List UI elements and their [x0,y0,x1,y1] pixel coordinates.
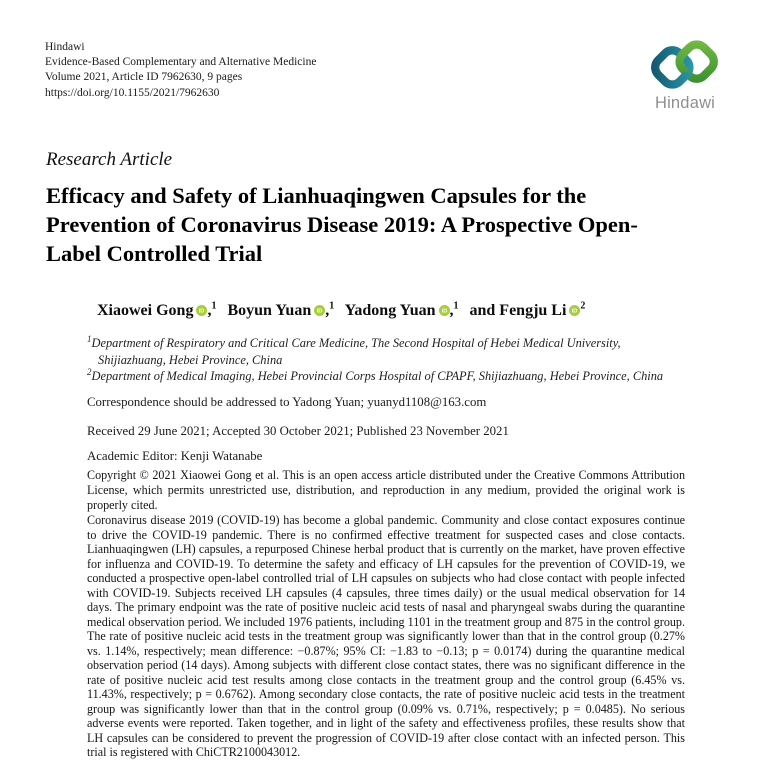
author-name: Boyun Yuan [227,302,312,319]
author-affiliation-sup: 1 [453,300,459,312]
author [470,302,586,319]
author-affiliation-sup: 2 [580,300,586,312]
orcid-icon[interactable] [196,303,207,314]
author-name: Yadong Yuan [344,302,436,319]
doi-link[interactable]: https://doi.org/10.1155/2021/7962630 [45,86,220,99]
affiliation [87,335,689,368]
affiliation-text: Department of Medical Imaging, Hebei Provincial Corps Hospital of CPAPF, Shijiazhuang, Hebei Province, China [91,369,664,383]
author-separator: , [325,302,330,319]
hindawi-wordmark: Hindawi [654,94,716,112]
publisher-name: Hindawi [45,41,85,53]
correspondence-line [87,395,486,410]
journal-name: Evidence-Based Complementary and Alternative Medicine [45,56,317,69]
orcid-icon[interactable] [569,303,580,314]
article-metadata-header [45,40,316,101]
author-prefix: and [469,302,500,319]
author [227,302,334,319]
author-separator: , [449,302,454,319]
article-title: Efficacy and Safety of Lianhuaqingwen Capsules for the Prevention of Coronavirus Disease 2019: A Prospective Open-Label Controlled Trial [46,183,638,266]
author [97,302,216,319]
volume-info: Volume 2021, Article ID 7962630, 9 pages [45,71,243,84]
affiliation [87,368,689,385]
affiliation-number: 1 [87,333,92,344]
author [345,302,459,319]
svg-text:iD: iD [199,308,205,315]
affiliations [87,335,689,385]
correspondence-text: Correspondence should be addressed to Yadong Yuan; [87,395,368,409]
article-type-label: Research Article [46,149,173,170]
hindawi-rings-icon [647,36,723,93]
orcid-icon[interactable] [314,303,325,314]
author-affiliation-sup: 1 [329,300,335,312]
affiliation-text: Department of Respiratory and Critical Care Medicine, The Second Hospital of Hebei Medical University, Shijiazhuang, Hebei Province, China [91,336,621,367]
abstract-text: Coronavirus disease 2019 (COVID-19) has become a global pandemic. Community and close contact exposures continue to drive the COVID-19 pandemic. There is no confirmed effective treatment for suspected cases and close contacts. Lianhuaqingwen (LH) capsules, a repurposed Chinese herbal product that is currently on the market, have proven effective for influenza and COVID-19. To determine the safety and efficacy of LH capsules for the prevention of COVID-19, we conducted a prospective open-label controlled trial of LH capsules on subjects who had close contact with people infected with COVID-19. Subjects received LH capsules (4 capsules, three times daily) or the usual medical observation for 14 days. The primary endpoint was the rate of positive nucleic acid tests of nasal and pharyngeal swabs during the quarantine medical observation period. We included 1976 patients, including 1101 in the treatment group and 875 in the control group. The rate of positive nucleic acid tests in the treatment group was significantly lower than that in the control group (0.27% vs. 1.14%, respectively; mean difference: −0.87%; 95% CI: −1.83 to −0.13; p = 0.0174) during the quarantine medical observation period (14 days). Among subjects with different close contact states, there was no significant difference in the rate of positive nucleic acid test results among close contacts in the treatment group and the control group (6.45% vs. 11.43%, respectively; p = 0.6762). Among secondary close contacts, the rate of positive nucleic acid tests in the treatment group was significantly lower than that in the control group (0.09% vs. 0.71%, respectively; p = 0.0485). No serious adverse events were reported. Taken together, and in light of the safety and effectiveness profiles, these results show that LH capsules can be considered to prevent the progression of COVID-19 after close contact with an infected person. This trial is registered with ChiCTR2100043012. [87,513,685,759]
author-name: Xiaowei Gong [97,302,194,319]
correspondence-email[interactable]: yuanyd1108@163.com [367,395,487,409]
copyright-notice: Copyright © 2021 Xiaowei Gong et al. This is an open access article distributed under the Creative Commons Attribution License, which permits unrestricted use, distribution, and reproduction in any medium, provided the original work is properly cited. [87,468,685,513]
affiliation-number: 2 [87,366,92,377]
svg-text:iD: iD [316,308,323,315]
author-line [97,302,592,320]
svg-text:iD: iD [441,308,447,315]
author-affiliation-sup: 1 [211,300,217,312]
author-separator: , [207,302,212,319]
hindawi-logo [642,36,728,113]
orcid-icon[interactable] [439,303,450,314]
academic-editor-line: Academic Editor: Kenji Watanabe [87,449,263,463]
dates-line: Received 29 June 2021; Accepted 30 October 2021; Published 23 November 2021 [87,424,509,438]
author-name: Fengju Li [499,302,567,319]
svg-text:iD: iD [572,308,578,315]
